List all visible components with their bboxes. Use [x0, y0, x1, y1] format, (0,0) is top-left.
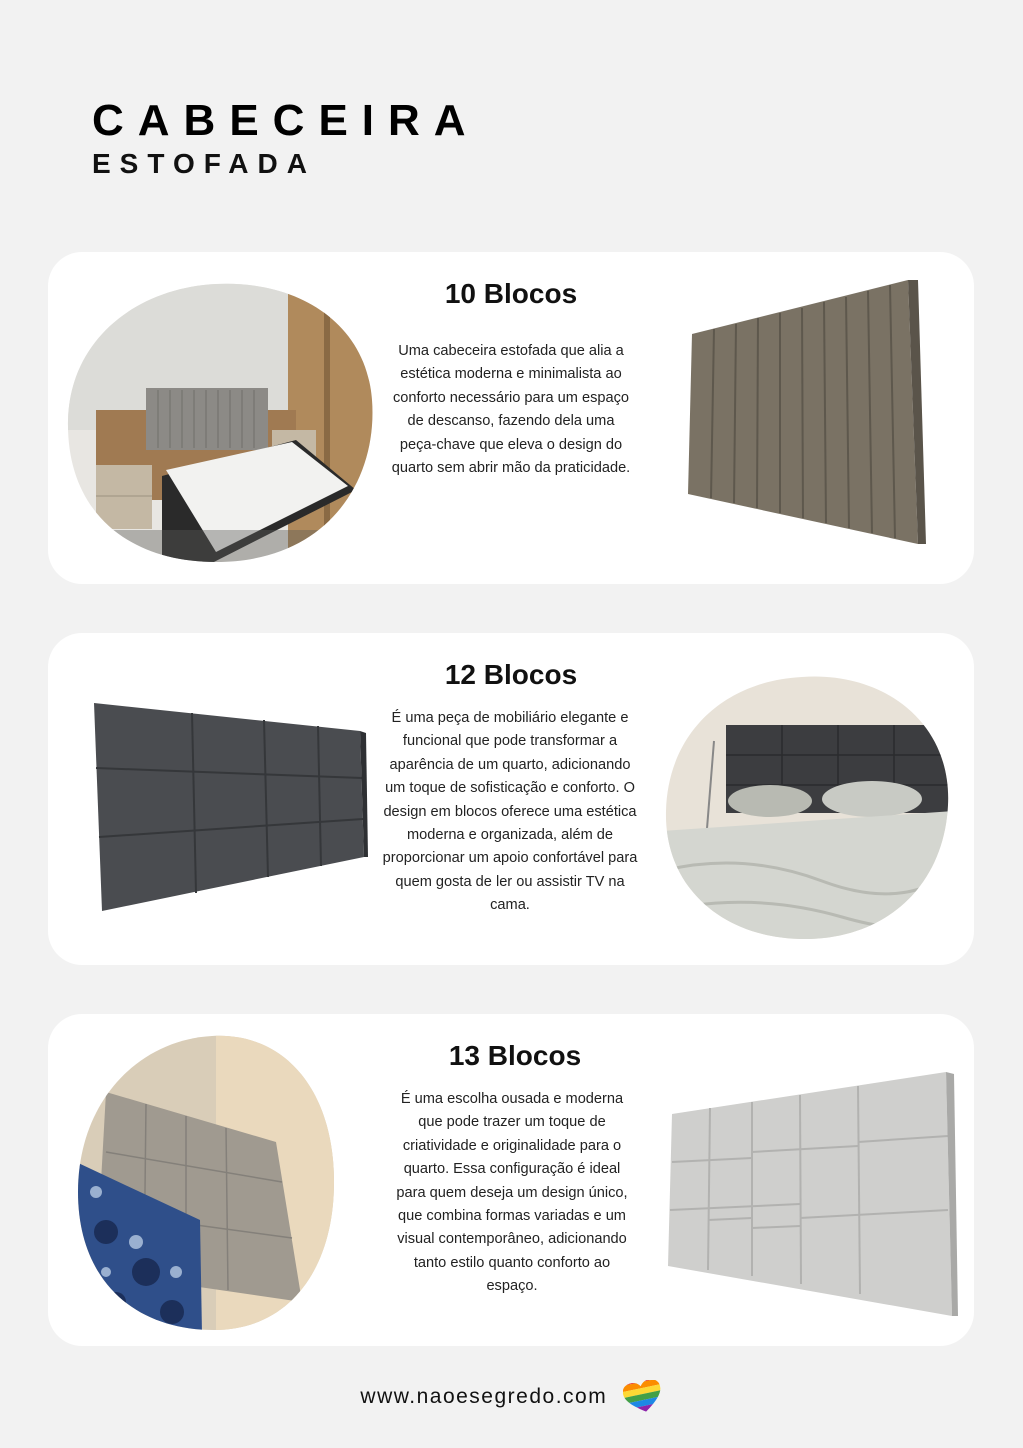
section-title: 10 Blocos [444, 278, 578, 309]
section-description: Uma cabeceira estofada que alia a estética moderna e minimalista ao conforto necessário para um espaço de descanso, fazendo dela uma peça-chave que eleva o design do quarto sem abrir mão da praticidade. [391, 343, 631, 477]
section-title: 13 Blocos [448, 1040, 582, 1071]
bedroom-photo-12-blocos [662, 671, 954, 943]
bedroom-photo-13-blocos [76, 1032, 338, 1334]
card-10-blocos [48, 252, 974, 584]
headboard-12-blocos-product [92, 699, 368, 915]
footer [0, 1380, 1023, 1414]
page-title: CABECEIRA [92, 96, 480, 145]
website-link[interactable]: www.naoesegredo.com [360, 1385, 608, 1408]
card-13-blocos [48, 1014, 974, 1346]
headboard-13-blocos-product [668, 1070, 958, 1318]
section-description: É uma escolha ousada e moderna que pode trazer um toque de criatividade e originalidade para o quarto. Essa configuração é ideal para quem deseja um design único, que combina formas variadas e um visual contemporâneo, adicionando tanto estilo quanto conforto ao espaço. [396, 1091, 628, 1295]
card-12-blocos [48, 633, 974, 965]
section-title: 12 Blocos [444, 659, 578, 690]
page-subtitle: ESTOFADA [92, 148, 316, 179]
bedroom-photo-10-blocos [66, 280, 374, 566]
section-description: É uma peça de mobiliário elegante e funcional que pode transformar a aparência de um quarto, adicionando um toque de sofisticação e conforto. O design em blocos oferece uma estética moderna e organizada, além de proporcionar um apoio confortável para quem gosta de ler ou assistir TV na cama. [382, 710, 638, 914]
rainbow-heart-icon [623, 1380, 663, 1414]
headboard-10-blocos-product [688, 276, 928, 548]
